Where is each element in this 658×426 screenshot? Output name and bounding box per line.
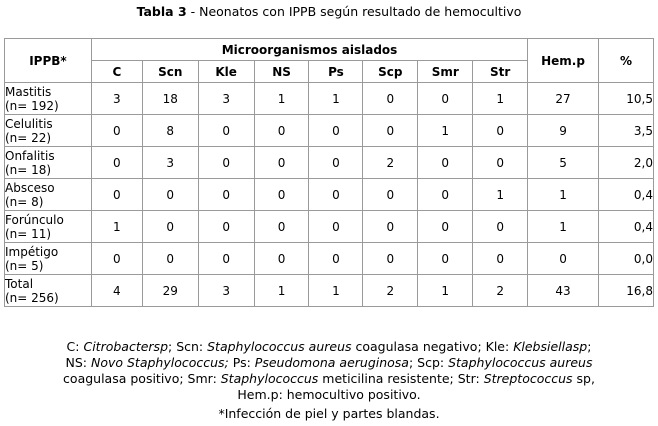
note-line: C: Citrobactersp; Scn: Staphylococcus aureus coagulasa negativo; Kle: Klebsiellasp; <box>66 339 592 354</box>
row-label-name: Absceso <box>5 180 55 195</box>
asterisk-note: *Infección de piel y partes blandas. <box>218 406 440 421</box>
cell-value: 1 <box>473 179 528 211</box>
header-col: Smr <box>418 61 473 83</box>
header-col: Scp <box>363 61 418 83</box>
cell-value: 2 <box>473 275 528 307</box>
cell-value: 1 <box>91 211 142 243</box>
cell-value: 0 <box>91 115 142 147</box>
table-row <box>5 211 654 243</box>
header-col: Scn <box>142 61 198 83</box>
cell-value: 0 <box>198 243 254 275</box>
cell-value: 0 <box>363 83 418 115</box>
header-row-1 <box>5 39 654 61</box>
cell-value: 0 <box>198 179 254 211</box>
cell-value: 4 <box>91 275 142 307</box>
cell-value: 0 <box>91 179 142 211</box>
cell-value: 0 <box>142 179 198 211</box>
table-row <box>5 243 654 275</box>
cell-value: 1 <box>254 275 309 307</box>
row-label-count: (n= 8) <box>5 194 44 209</box>
note-line: coagulasa positivo; Smr: Staphylococcus meticilina resistente; Str: Streptococcus sp, <box>63 371 595 386</box>
cell-value: 3 <box>91 83 142 115</box>
cell-value: 0 <box>418 179 473 211</box>
cell-pct: 3,5 <box>599 115 654 147</box>
cell-value: 8 <box>142 115 198 147</box>
cell-value: 0 <box>198 147 254 179</box>
table-caption <box>0 4 658 19</box>
cell-pct: 0,0 <box>599 243 654 275</box>
header-ippb: IPPB* <box>5 39 92 83</box>
cell-pct: 0,4 <box>599 211 654 243</box>
row-label <box>5 243 92 275</box>
header-hemp: Hem.p <box>528 39 599 83</box>
row-label-count: (n= 22) <box>5 130 52 145</box>
row-label-count: (n= 192) <box>5 98 59 113</box>
cell-pct: 16,8 <box>599 275 654 307</box>
table-number: Tabla 3 <box>136 4 187 19</box>
cell-value: 0 <box>198 211 254 243</box>
cell-value: 3 <box>198 83 254 115</box>
row-label <box>5 115 92 147</box>
header-col: NS <box>254 61 309 83</box>
cell-value: 0 <box>254 147 309 179</box>
cell-value: 1 <box>418 275 473 307</box>
table-row <box>5 179 654 211</box>
cell-value: 1 <box>473 83 528 115</box>
row-label <box>5 275 92 307</box>
abbreviations-note <box>0 339 658 403</box>
row-label-name: Total <box>5 276 34 291</box>
row-label-name: Mastitis <box>5 84 52 99</box>
row-label-name: Celulitis <box>5 116 53 131</box>
cell-value: 0 <box>418 243 473 275</box>
row-label-name: Onfalitis <box>5 148 55 163</box>
cell-value: 3 <box>198 275 254 307</box>
cell-value: 0 <box>473 147 528 179</box>
cell-value: 0 <box>309 179 363 211</box>
data-table <box>4 38 654 307</box>
cell-value: 0 <box>363 211 418 243</box>
cell-value: 18 <box>142 83 198 115</box>
cell-hemp: 43 <box>528 275 599 307</box>
table-row <box>5 147 654 179</box>
cell-value: 0 <box>198 115 254 147</box>
row-label-count: (n= 11) <box>5 226 52 241</box>
cell-value: 0 <box>473 211 528 243</box>
cell-value: 0 <box>363 179 418 211</box>
cell-value: 0 <box>91 147 142 179</box>
cell-value: 3 <box>142 147 198 179</box>
cell-value: 0 <box>309 243 363 275</box>
cell-pct: 10,5 <box>599 83 654 115</box>
header-col: Ps <box>309 61 363 83</box>
cell-value: 0 <box>142 211 198 243</box>
cell-value: 1 <box>309 275 363 307</box>
header-col: C <box>91 61 142 83</box>
cell-value: 0 <box>254 243 309 275</box>
row-label <box>5 211 92 243</box>
row-label-name: Forúnculo <box>5 212 64 227</box>
cell-pct: 2,0 <box>599 147 654 179</box>
cell-value: 0 <box>418 147 473 179</box>
cell-value: 1 <box>418 115 473 147</box>
row-label-count: (n= 5) <box>5 258 44 273</box>
cell-hemp: 0 <box>528 243 599 275</box>
header-col: Str <box>473 61 528 83</box>
cell-value: 0 <box>309 115 363 147</box>
cell-value: 0 <box>418 211 473 243</box>
row-label <box>5 83 92 115</box>
header-col: Kle <box>198 61 254 83</box>
cell-value: 0 <box>254 115 309 147</box>
cell-value: 0 <box>418 83 473 115</box>
cell-hemp: 1 <box>528 179 599 211</box>
table-row <box>5 83 654 115</box>
cell-hemp: 5 <box>528 147 599 179</box>
cell-hemp: 1 <box>528 211 599 243</box>
row-label <box>5 147 92 179</box>
cell-value: 0 <box>363 243 418 275</box>
cell-value: 1 <box>309 83 363 115</box>
note-line: Hem.p: hemocultivo positivo. <box>237 387 421 402</box>
cell-value: 0 <box>254 211 309 243</box>
cell-pct: 0,4 <box>599 179 654 211</box>
cell-value: 0 <box>309 147 363 179</box>
header-pct: % <box>599 39 654 83</box>
header-group: Microorganismos aislados <box>91 39 527 61</box>
cell-value: 0 <box>363 115 418 147</box>
cell-value: 0 <box>142 243 198 275</box>
cell-hemp: 27 <box>528 83 599 115</box>
cell-value: 0 <box>91 243 142 275</box>
cell-value: 29 <box>142 275 198 307</box>
cell-value: 0 <box>473 115 528 147</box>
row-label <box>5 179 92 211</box>
cell-hemp: 9 <box>528 115 599 147</box>
table-row <box>5 275 654 307</box>
cell-value: 2 <box>363 275 418 307</box>
table-row <box>5 115 654 147</box>
cell-value: 0 <box>309 211 363 243</box>
row-label-count: (n= 18) <box>5 162 52 177</box>
table-title: - Neonatos con IPPB según resultado de hemocultivo <box>186 4 522 19</box>
row-label-name: Impétigo <box>5 244 59 259</box>
note-line: NS: Novo Staphylococcus; Ps: Pseudomona aeruginosa; Scp: Staphylococcus aureus <box>65 355 593 370</box>
cell-value: 1 <box>254 83 309 115</box>
row-label-count: (n= 256) <box>5 290 59 305</box>
cell-value: 0 <box>254 179 309 211</box>
cell-value: 0 <box>473 243 528 275</box>
cell-value: 2 <box>363 147 418 179</box>
table-body <box>5 83 654 307</box>
